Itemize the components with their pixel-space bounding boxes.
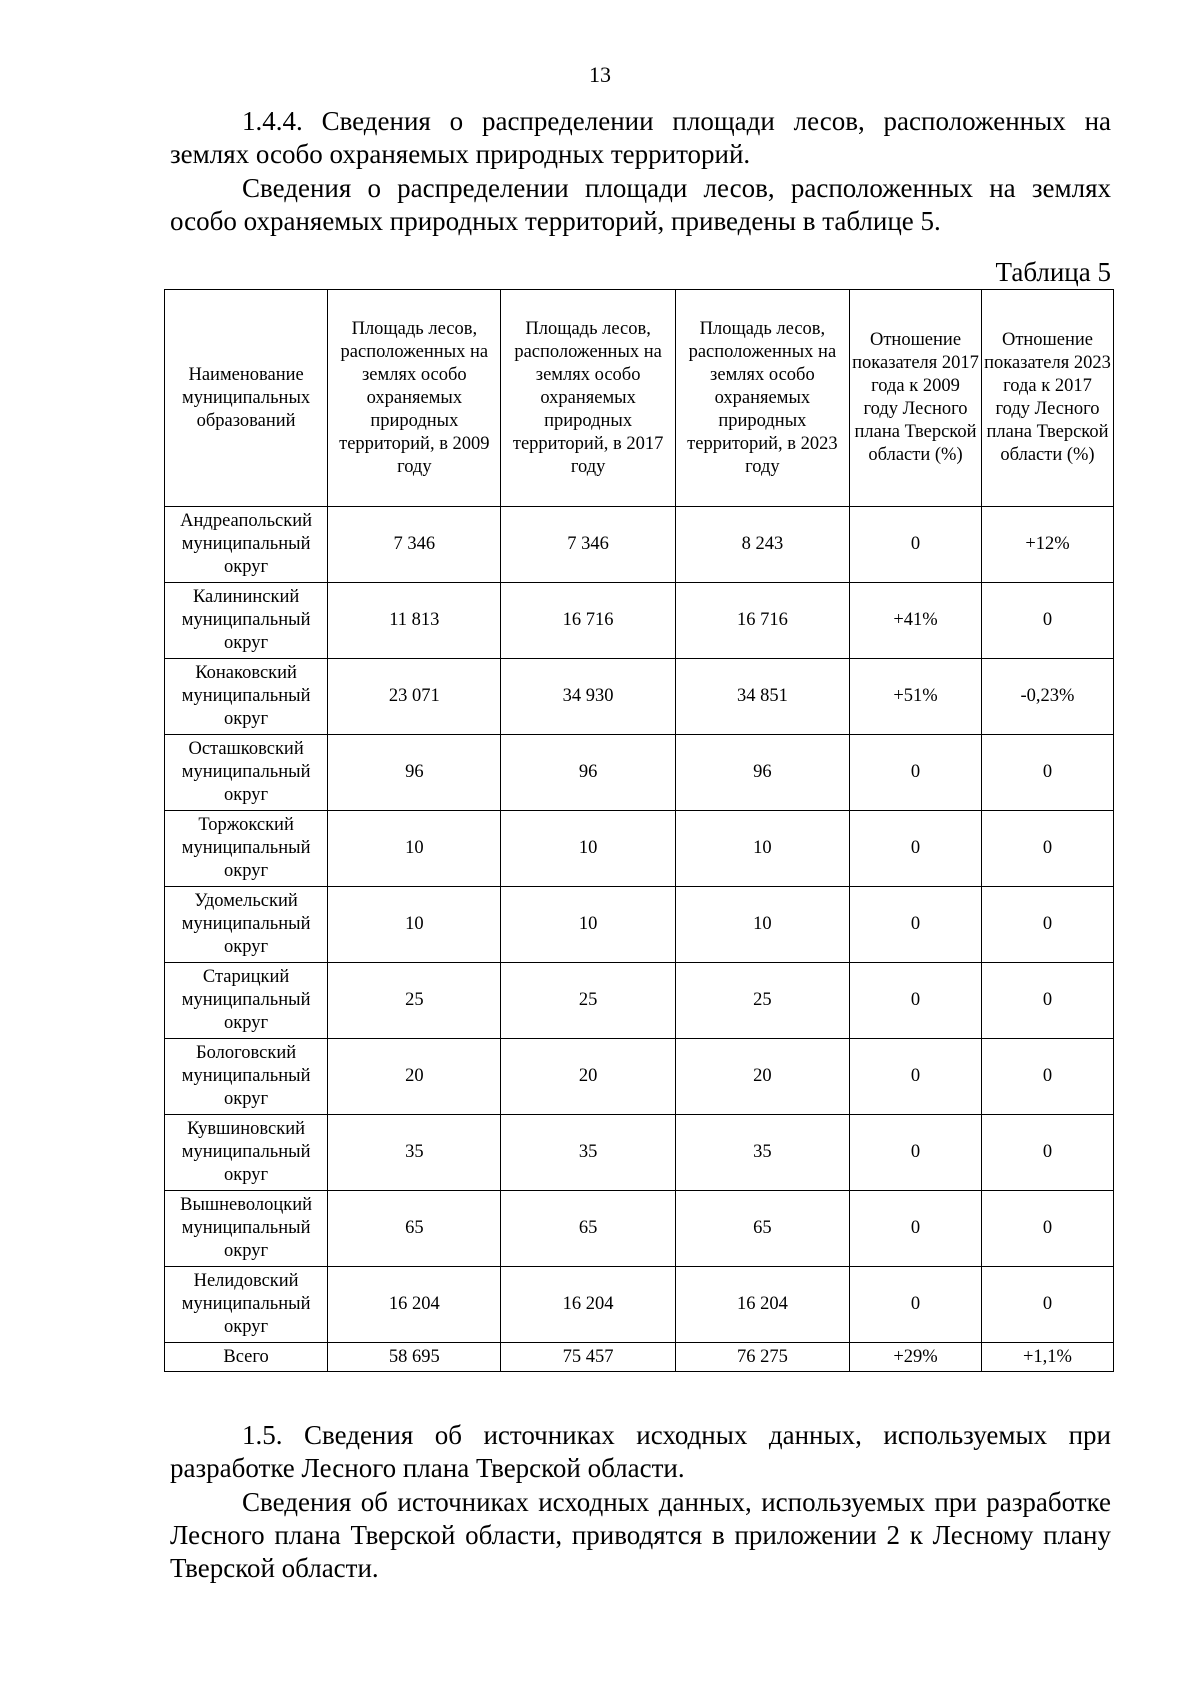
cell-area-2009: 7 346 — [328, 507, 501, 583]
cell-area-2017: 35 — [501, 1115, 675, 1191]
total-label: Всего — [165, 1343, 328, 1372]
cell-ratio-2017-2009: 0 — [850, 811, 982, 887]
table-row — [165, 963, 1114, 1039]
table-row — [165, 1115, 1114, 1191]
cell-area-2009: 11 813 — [328, 583, 501, 659]
cell-ratio-2017-2009: +41% — [850, 583, 982, 659]
cell-ratio-2023-2017: 0 — [982, 583, 1114, 659]
cell-municipality: Кувшиновский муниципальный округ — [165, 1115, 328, 1191]
cell-municipality: Андреапольский муниципальный округ — [165, 507, 328, 583]
cell-area-2017: 10 — [501, 811, 675, 887]
cell-area-2017: 65 — [501, 1191, 675, 1267]
cell-area-2009: 16 204 — [328, 1267, 501, 1343]
cell-area-2023: 8 243 — [675, 507, 849, 583]
table-caption: Таблица 5 — [995, 257, 1111, 287]
cell-area-2009: 10 — [328, 887, 501, 963]
cell-ratio-2017-2009: 0 — [850, 507, 982, 583]
cell-area-2023: 65 — [675, 1191, 849, 1267]
cell-ratio-2017-2009: 0 — [850, 1115, 982, 1191]
cell-area-2023: 16 204 — [675, 1267, 849, 1343]
cell-area-2009: 20 — [328, 1039, 501, 1115]
cell-area-2009: 35 — [328, 1115, 501, 1191]
cell-ratio-2017-2009: 0 — [850, 887, 982, 963]
cell-area-2009: 10 — [328, 811, 501, 887]
section-1-4-4-heading: 1.4.4. Сведения о распределении площади лесов, расположенных на землях особо охраняемых природных территорий. — [170, 106, 1111, 169]
cell-ratio-2023-2017: 0 — [982, 1115, 1114, 1191]
cell-municipality: Калининский муниципальный округ — [165, 583, 328, 659]
cell-ratio-2023-2017: +12% — [982, 507, 1114, 583]
table-total-row — [165, 1343, 1114, 1372]
cell-area-2023: 10 — [675, 887, 849, 963]
header-ratio-2017-2009: Отношение показателя 2017 года к 2009 году Лесного плана Тверской области (%) — [850, 290, 982, 507]
section-1-5-heading: 1.5. Сведения об источниках исходных данных, используемых при разработке Лесного плана Тверской области. — [170, 1420, 1111, 1483]
cell-ratio-2023-2017: 0 — [982, 811, 1114, 887]
cell-ratio-2017-2009: 0 — [850, 963, 982, 1039]
table-row — [165, 1267, 1114, 1343]
cell-area-2017: 25 — [501, 963, 675, 1039]
cell-ratio-2023-2017: 0 — [982, 1267, 1114, 1343]
cell-ratio-2017-2009: 0 — [850, 1039, 982, 1115]
cell-area-2017: 96 — [501, 735, 675, 811]
cell-ratio-2017-2009: 0 — [850, 1267, 982, 1343]
cell-area-2017: 7 346 — [501, 507, 675, 583]
cell-area-2017: 20 — [501, 1039, 675, 1115]
cell-municipality: Торжокский муниципальный округ — [165, 811, 328, 887]
cell-municipality: Старицкий муниципальный округ — [165, 963, 328, 1039]
cell-ratio-2023-2017: 0 — [982, 735, 1114, 811]
table-header-row — [165, 290, 1114, 507]
section-1-4-4-body: Сведения о распределении площади лесов, расположенных на землях особо охраняемых природных территорий, приведены в таблице 5. — [170, 173, 1111, 236]
cell-area-2023: 34 851 — [675, 659, 849, 735]
cell-municipality: Бологовский муниципальный округ — [165, 1039, 328, 1115]
cell-area-2017: 34 930 — [501, 659, 675, 735]
cell-area-2009: 96 — [328, 735, 501, 811]
page-number: 13 — [589, 62, 611, 87]
cell-area-2009: 23 071 — [328, 659, 501, 735]
cell-municipality: Конаковский муниципальный округ — [165, 659, 328, 735]
cell-ratio-2023-2017: 0 — [982, 1039, 1114, 1115]
cell-area-2017: 16 716 — [501, 583, 675, 659]
table-row — [165, 659, 1114, 735]
table-row — [165, 887, 1114, 963]
cell-area-2023: 25 — [675, 963, 849, 1039]
total-area-2023: 76 275 — [675, 1343, 849, 1372]
header-ratio-2023-2017: Отношение показателя 2023 года к 2017 году Лесного плана Тверской области (%) — [982, 290, 1114, 507]
header-area-2017: Площадь лесов, расположенных на землях особо охраняемых природных территорий, в 2017 году — [501, 290, 675, 507]
cell-area-2023: 16 716 — [675, 583, 849, 659]
table-row — [165, 811, 1114, 887]
cell-area-2023: 10 — [675, 811, 849, 887]
total-area-2009: 58 695 — [328, 1343, 501, 1372]
cell-ratio-2023-2017: 0 — [982, 1191, 1114, 1267]
table-row — [165, 1191, 1114, 1267]
table-row — [165, 1039, 1114, 1115]
cell-area-2017: 10 — [501, 887, 675, 963]
cell-municipality: Нелидовский муниципальный округ — [165, 1267, 328, 1343]
cell-area-2009: 25 — [328, 963, 501, 1039]
section-1-5-body: Сведения об источниках исходных данных, используемых при разработке Лесного плана Тверской области, приводятся в приложении 2 к Лесному плану Тверской области. — [170, 1487, 1111, 1583]
total-ratio-2023-2017: +1,1% — [982, 1343, 1114, 1372]
cell-area-2023: 35 — [675, 1115, 849, 1191]
cell-ratio-2017-2009: +51% — [850, 659, 982, 735]
cell-ratio-2023-2017: 0 — [982, 963, 1114, 1039]
total-area-2017: 75 457 — [501, 1343, 675, 1372]
cell-ratio-2023-2017: 0 — [982, 887, 1114, 963]
cell-municipality: Удомельский муниципальный округ — [165, 887, 328, 963]
header-area-2023: Площадь лесов, расположенных на землях особо охраняемых природных территорий, в 2023 году — [675, 290, 849, 507]
header-area-2009: Площадь лесов, расположенных на землях особо охраняемых природных территорий, в 2009 году — [328, 290, 501, 507]
cell-municipality: Вышневолоцкий муниципальный округ — [165, 1191, 328, 1267]
header-municipality: Наименование муниципальных образований — [165, 290, 328, 507]
cell-area-2023: 20 — [675, 1039, 849, 1115]
cell-ratio-2017-2009: 0 — [850, 735, 982, 811]
cell-area-2009: 65 — [328, 1191, 501, 1267]
table-row — [165, 507, 1114, 583]
table-row — [165, 583, 1114, 659]
cell-ratio-2017-2009: 0 — [850, 1191, 982, 1267]
total-ratio-2017-2009: +29% — [850, 1343, 982, 1372]
forest-area-table — [164, 289, 1114, 1372]
cell-area-2017: 16 204 — [501, 1267, 675, 1343]
cell-municipality: Осташковский муниципальный округ — [165, 735, 328, 811]
table-row — [165, 735, 1114, 811]
cell-ratio-2023-2017: -0,23% — [982, 659, 1114, 735]
cell-area-2023: 96 — [675, 735, 849, 811]
